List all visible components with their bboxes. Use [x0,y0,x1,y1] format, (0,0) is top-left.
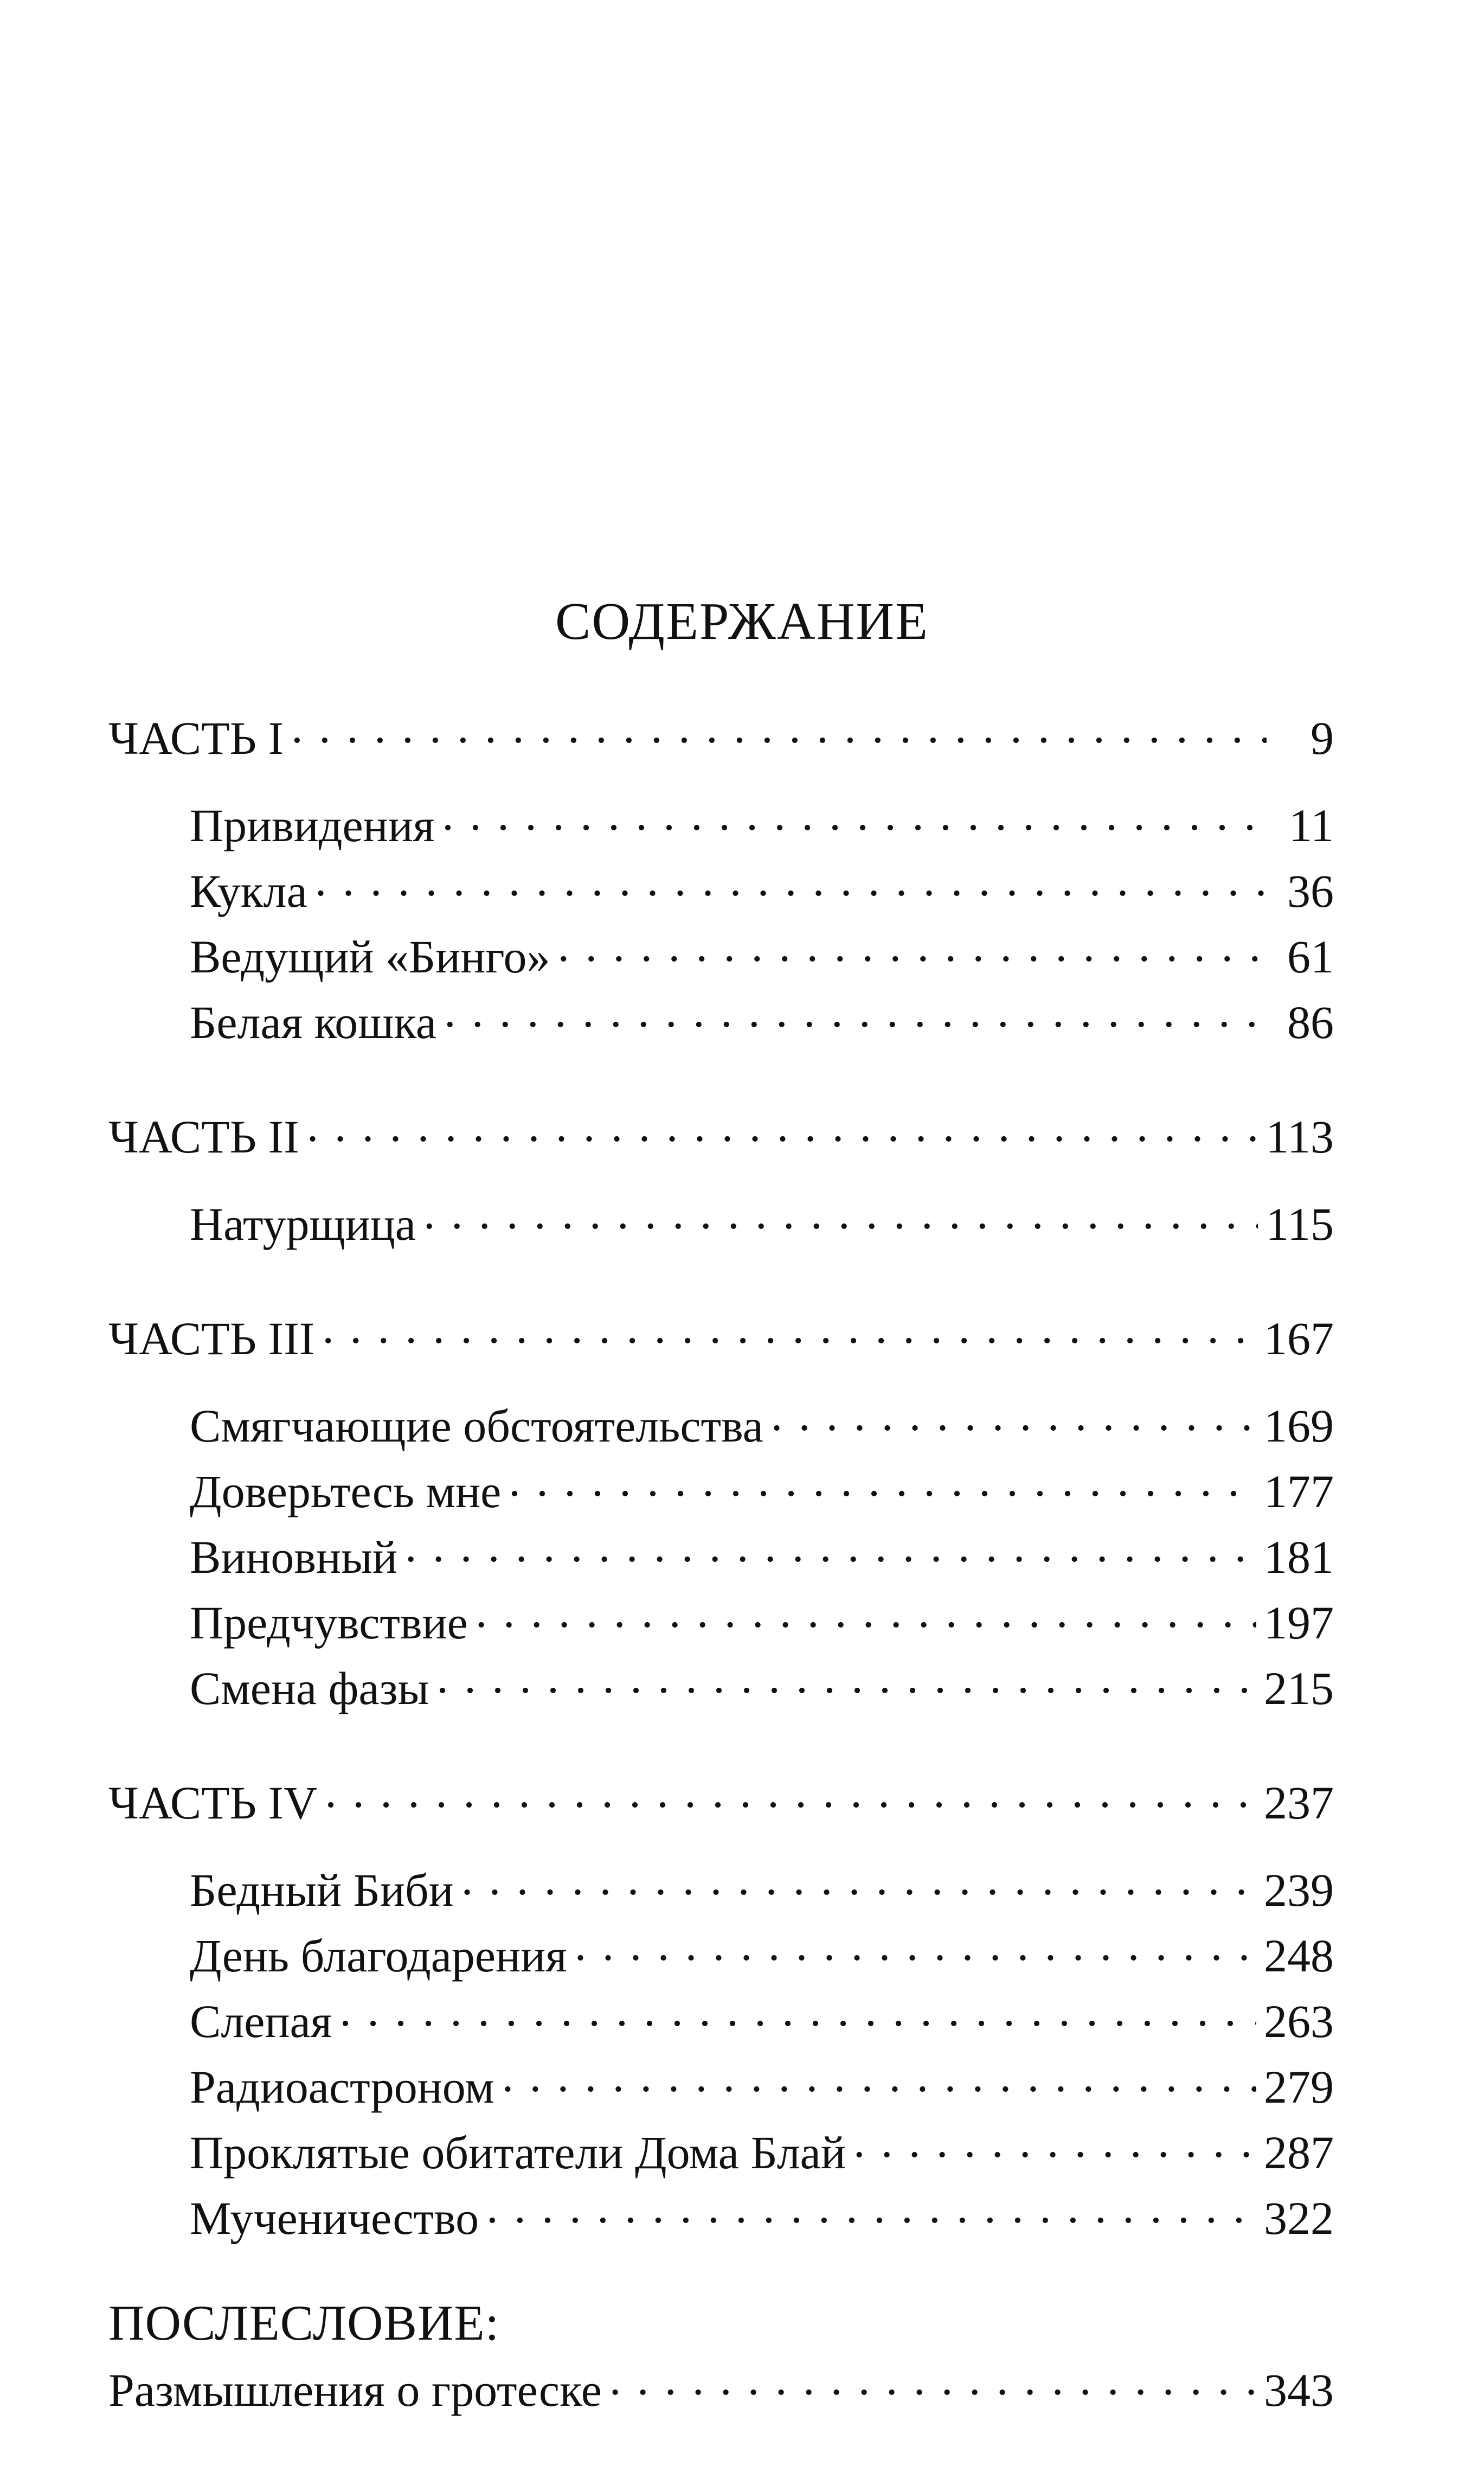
page-number: 239 [1264,1864,1334,1916]
part-label: ЧАСТЬ II [108,1111,299,1163]
page-number: 248 [1264,1930,1334,1982]
chapter-label: Бедный Биби [190,1864,454,1916]
dot-leader [486,2180,1256,2234]
page-number: 113 [1265,1111,1334,1163]
page-number: 343 [1264,2364,1334,2416]
chapter-label: День благодарения [190,1930,567,1982]
page-number: 115 [1265,1198,1334,1250]
toc-part-entry [108,700,1334,765]
page-number: 322 [1264,2192,1334,2244]
page-number: 36 [1287,865,1334,917]
toc-section-afterword [108,2294,1334,2417]
chapter-label: Ведущий «Бинго» [190,931,550,983]
chapter-label: Предчувствие [190,1597,468,1649]
page-number: 237 [1264,1777,1334,1829]
toc-chapter-entry [108,1186,1334,1251]
dot-leader [853,2114,1256,2168]
toc-chapter-entry [108,1917,1334,1983]
toc-chapter-entry [108,1983,1334,2048]
dot-leader [436,1650,1256,1704]
dot-leader [442,787,1267,841]
dot-leader [339,1983,1256,2037]
dot-leader [609,2352,1256,2406]
toc-chapter-entry [108,1519,1334,1584]
toc-chapter-entry [108,2180,1334,2245]
dot-leader [423,1186,1258,1240]
dot-leader [502,2048,1256,2103]
afterword-label: Размышления о гротеске [108,2364,602,2416]
page-number: 11 [1289,799,1334,851]
dot-leader [557,918,1267,972]
page-number: 177 [1264,1465,1334,1517]
part-label: ЧАСТЬ III [108,1312,315,1365]
toc-chapter-entry [108,918,1334,984]
chapter-label: Виновный [190,1531,397,1583]
toc-afterword-entry [108,2352,1334,2417]
toc-part-entry [108,1098,1334,1164]
chapter-label: Проклятые обитатели Дома Блай [190,2126,846,2179]
chapter-label: Белая кошка [190,996,436,1048]
part-label: ЧАСТЬ IV [108,1777,318,1829]
dot-leader [405,1519,1256,1573]
toc-chapter-entry [108,2114,1334,2180]
chapter-label: Смягчающие обстоятельства [190,1400,763,1452]
dot-leader [307,1098,1258,1152]
chapter-label: Доверьтесь мне [190,1465,502,1517]
toc-chapter-entry [108,1650,1334,1715]
dot-leader [322,1300,1256,1354]
dot-leader [575,1917,1256,1971]
dot-leader [315,853,1267,907]
dot-leader [444,984,1267,1038]
chapter-label: Кукла [190,865,307,917]
toc-title: СОДЕРЖАНИЕ [555,592,929,651]
dot-leader [461,1852,1256,1906]
part-label: ЧАСТЬ I [108,712,284,764]
toc-chapter-entry [108,1852,1334,1917]
afterword-heading: ПОСЛЕСЛОВИЕ: [108,2295,500,2350]
page-number: 197 [1264,1597,1334,1649]
page-number: 287 [1264,2126,1334,2179]
page-number: 61 [1287,931,1334,983]
toc-part-entry [108,1300,1334,1366]
toc-chapter-entry [108,1453,1334,1519]
toc-section-part-4 [108,1764,1334,2245]
dot-leader [291,700,1267,754]
toc-chapter-entry [108,984,1334,1049]
page-number: 181 [1264,1531,1334,1583]
dot-leader [771,1387,1256,1442]
toc-section-part-2 [108,1098,1334,1251]
page-number: 215 [1264,1662,1334,1714]
chapter-label: Мученичество [190,2192,479,2244]
page-number: 9 [1310,712,1334,764]
toc-chapter-entry [108,1387,1334,1453]
chapter-label: Натурщица [190,1198,416,1250]
page-number: 86 [1287,996,1334,1048]
page-number: 167 [1264,1312,1334,1365]
toc-section-part-1 [108,700,1334,1049]
dot-leader [509,1453,1256,1507]
page-number: 169 [1264,1400,1334,1452]
toc-chapter-entry [108,1584,1334,1650]
toc-chapter-entry [108,787,1334,853]
toc-section-part-3 [108,1300,1334,1715]
table-of-contents [108,700,1334,2466]
dot-leader [325,1764,1256,1818]
chapter-label: Смена фазы [190,1662,429,1714]
chapter-label: Привидения [190,799,435,851]
page-number: 279 [1264,2061,1334,2113]
toc-chapter-entry [108,2048,1334,2114]
chapter-label: Радиоастроном [190,2061,494,2113]
page-number: 263 [1264,1995,1334,2047]
dot-leader [476,1584,1256,1638]
toc-chapter-entry [108,853,1334,918]
toc-part-entry [108,1764,1334,1830]
chapter-label: Слепая [190,1995,332,2047]
